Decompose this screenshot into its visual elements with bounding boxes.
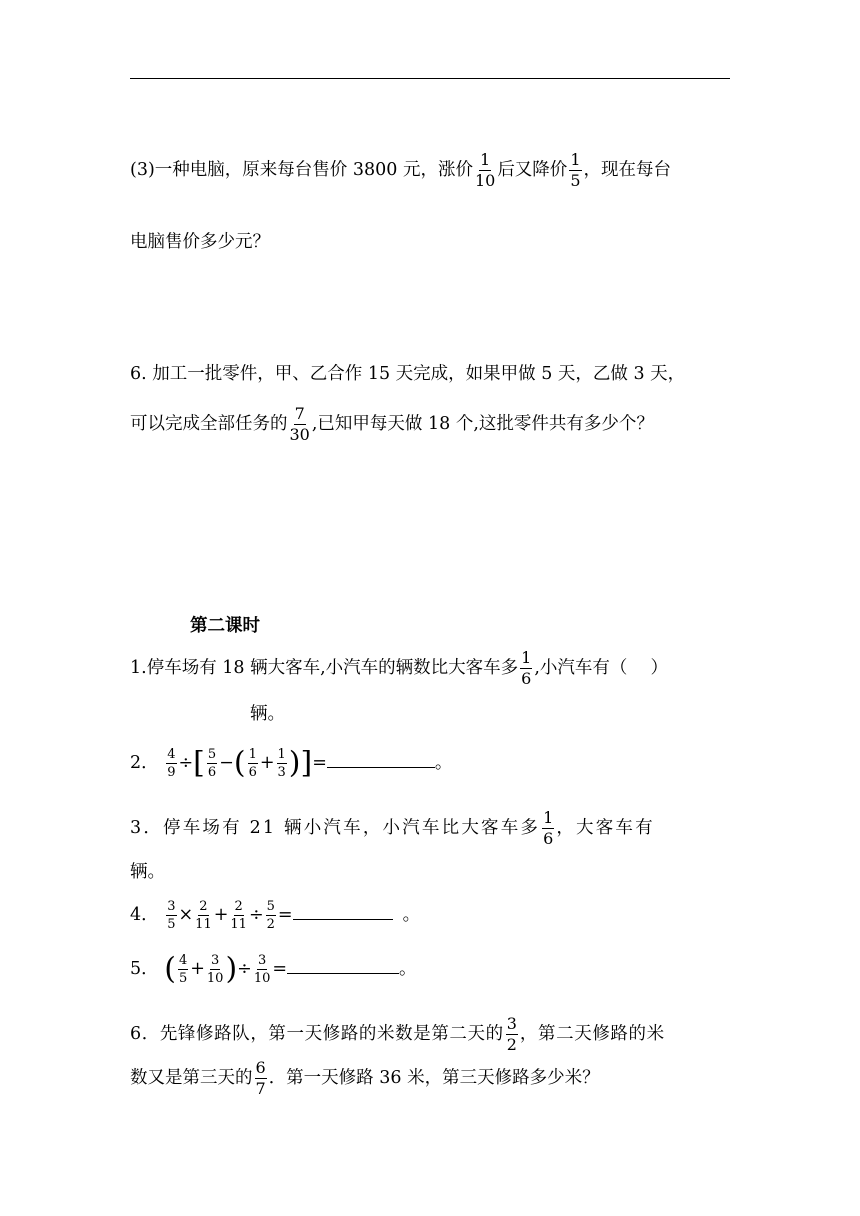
period: 。 [434, 753, 453, 773]
fraction [166, 900, 176, 931]
fraction [266, 900, 276, 931]
equals-sign: = [272, 959, 288, 979]
denominator: 10 [474, 171, 496, 190]
equals-sign: = [277, 905, 293, 925]
problem-3-line-1 [130, 810, 655, 847]
answer-blank[interactable] [327, 767, 435, 768]
right-paren: ) [225, 951, 238, 987]
problem-6-text: 6．先锋修路队，第一天修路的米数是第二天的 [130, 1024, 504, 1044]
numerator: 5 [266, 899, 275, 914]
numerator: 3 [257, 953, 267, 968]
question-3-line-2: 电脑售价多少元？ [130, 232, 270, 252]
problem-3-line-2: 辆。 [130, 862, 165, 882]
period: 。 [402, 905, 421, 925]
denominator: 30 [289, 425, 310, 444]
denominator: 10 [253, 971, 271, 986]
problem-1-text: ,小汽车有（ ） [534, 658, 668, 678]
denominator: 6 [248, 765, 257, 780]
fraction [254, 954, 271, 985]
numerator: 4 [167, 747, 176, 762]
numerator: 5 [207, 747, 217, 762]
denominator: 2 [266, 917, 275, 932]
question-6-text: 可以完成全部任务的 [130, 414, 288, 434]
problem-6-text: ，第二天修路的米 [519, 1024, 665, 1044]
fraction [475, 152, 495, 189]
problem-5 [130, 951, 417, 987]
operator: + [190, 959, 205, 979]
right-paren: ) [288, 745, 301, 781]
operator: ÷ [178, 753, 194, 773]
answer-blank[interactable] [293, 919, 393, 920]
problem-3-text: ，大客车有 [556, 818, 655, 838]
problem-number: 2． [130, 753, 159, 773]
numerator: 6 [255, 1058, 266, 1077]
denominator: 3 [277, 765, 286, 780]
fraction [207, 748, 217, 779]
problem-2 [130, 745, 453, 781]
operator: ÷ [237, 959, 252, 979]
fraction [166, 748, 176, 779]
numerator: 7 [294, 404, 305, 423]
numerator: 2 [234, 899, 243, 914]
operator: − [219, 753, 234, 773]
left-bracket: [ [193, 745, 205, 781]
fraction [290, 406, 310, 443]
denominator: 5 [570, 171, 581, 190]
problem-6-text: ．第一天修路 36 米，第三天修路多少米？ [268, 1068, 600, 1088]
numerator: 3 [211, 953, 220, 968]
numerator: 1 [570, 150, 581, 169]
period: 。 [399, 959, 417, 979]
denominator: 7 [255, 1079, 266, 1098]
problem-3-text: 3．停车场有 21 辆小汽车，小汽车比大客车多 [130, 818, 541, 838]
denominator: 11 [195, 917, 212, 932]
numerator: 1 [248, 747, 257, 762]
numerator: 1 [521, 648, 532, 667]
denominator: 2 [506, 1035, 517, 1054]
numerator: 1 [480, 150, 491, 169]
denominator: 6 [207, 765, 217, 780]
numerator: 3 [506, 1014, 517, 1033]
denominator: 6 [521, 669, 532, 688]
left-paren: ( [164, 951, 176, 987]
equals-sign: = [312, 753, 327, 773]
fraction [506, 1016, 518, 1053]
numerator: 1 [277, 747, 286, 762]
denominator: 6 [543, 829, 554, 848]
question-6-line-2 [130, 406, 654, 443]
numerator: 1 [543, 808, 554, 827]
fraction [542, 810, 554, 847]
denominator: 5 [178, 971, 188, 986]
numerator: 2 [199, 899, 208, 914]
question-3-text: ，现在每台 [583, 160, 671, 180]
denominator: 9 [167, 765, 176, 780]
operator: × [178, 905, 194, 925]
numerator: 3 [167, 899, 176, 914]
right-bracket: ] [300, 745, 313, 781]
problem-1-text: 1.停车场有 18 辆大客车,小汽车的辆数比大客车多 [130, 658, 519, 678]
section-title: 第二课时 [190, 616, 260, 636]
fraction [230, 900, 247, 931]
fraction [195, 900, 212, 931]
fraction [569, 152, 581, 189]
question-3-line-1 [130, 152, 671, 189]
question-3-text: 后又降价 [497, 160, 568, 180]
fraction [255, 1060, 267, 1097]
question-3-text: (3)一种电脑，原来每台售价 3800 元，涨价 [130, 160, 473, 180]
question-6-line-1: 6. 加工一批零件，甲、乙合作 15 天完成，如果甲做 5 天，乙做 3 天， [130, 364, 686, 384]
operator: + [259, 753, 275, 773]
problem-1-line-1 [130, 650, 668, 687]
header-rule [130, 78, 730, 79]
problem-6-line-2 [130, 1060, 600, 1097]
fraction [520, 650, 532, 687]
fraction [277, 748, 287, 779]
problem-6-line-1 [130, 1016, 665, 1053]
operator: + [213, 905, 229, 925]
problem-number: 4． [130, 905, 159, 925]
denominator: 11 [230, 917, 247, 932]
fraction [248, 748, 258, 779]
operator: ÷ [248, 905, 264, 925]
denominator: 5 [167, 917, 176, 932]
problem-6-text: 数又是第三天的 [130, 1068, 253, 1088]
left-paren: ( [233, 745, 246, 781]
numerator: 4 [178, 953, 188, 968]
fraction [178, 954, 188, 985]
question-6-text: ,已知甲每天做 18 个,这批零件共有多少个？ [311, 414, 654, 434]
problem-number: 5． [130, 959, 159, 979]
fraction [207, 954, 224, 985]
denominator: 10 [206, 971, 224, 986]
problem-1-line-2: 辆。 [250, 704, 285, 724]
answer-blank[interactable] [287, 973, 399, 974]
problem-4 [130, 900, 420, 931]
